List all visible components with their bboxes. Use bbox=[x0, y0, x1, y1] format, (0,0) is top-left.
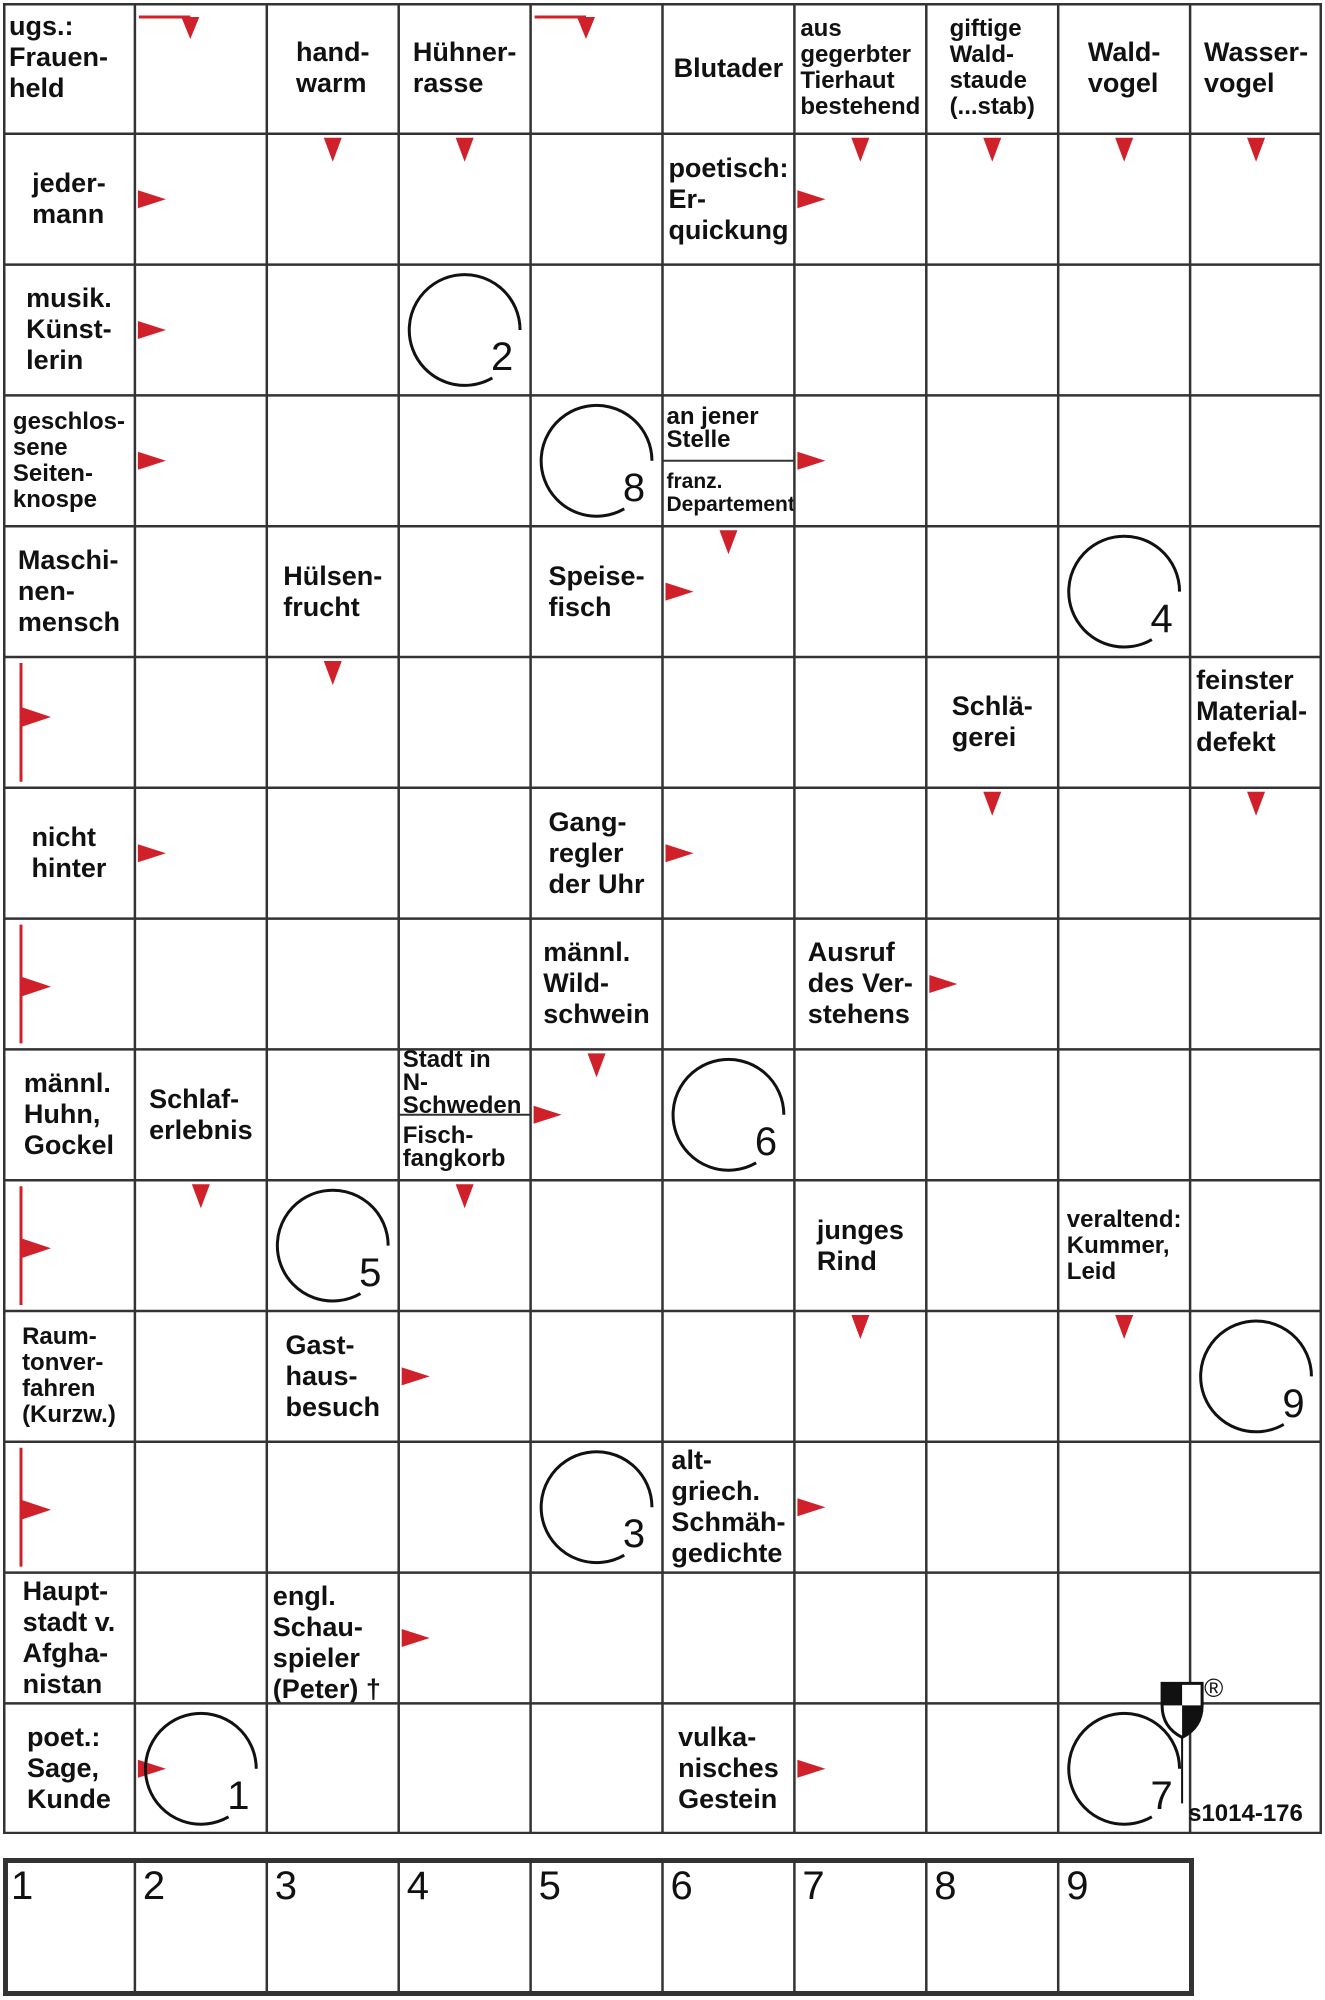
arrow-down-icon bbox=[851, 1315, 869, 1339]
crossword-grid bbox=[3, 3, 1322, 1834]
solution-row bbox=[3, 1858, 1194, 1996]
clue-cell: Schlaf- erlebnis bbox=[149, 1083, 253, 1145]
arrow-corner-icon bbox=[577, 17, 595, 39]
arrow-corner-icon bbox=[21, 1500, 51, 1520]
solution-number: 3 bbox=[622, 1512, 646, 1557]
arrow-right-icon bbox=[138, 1760, 166, 1778]
arrow-corner-icon bbox=[21, 707, 51, 727]
arrow-right-icon bbox=[138, 844, 166, 862]
clue-cell: Blutader bbox=[673, 52, 784, 83]
solution-box[interactable]: 4 bbox=[406, 1864, 429, 1908]
arrow-down-icon bbox=[1247, 138, 1265, 162]
clue-cell: franz. Departement bbox=[666, 470, 795, 517]
clue-cell: musik. Künst- lerin bbox=[26, 283, 112, 376]
solution-box[interactable]: 6 bbox=[670, 1864, 693, 1908]
arrow-right-icon bbox=[797, 190, 825, 208]
clue-cell: Speise- fisch bbox=[548, 560, 645, 622]
clue-cell: männl. Huhn, Gockel bbox=[23, 1068, 114, 1161]
clue-cell: männl. Wild- schwein bbox=[543, 937, 650, 1030]
solution-box[interactable]: 1 bbox=[11, 1864, 34, 1908]
clue-cell: Wald- vogel bbox=[1087, 37, 1161, 99]
clue-cell: nicht hinter bbox=[31, 822, 107, 884]
solution-row-svg bbox=[3, 1858, 1194, 1996]
arrow-right-icon bbox=[797, 452, 825, 470]
solution-number: 6 bbox=[754, 1120, 778, 1165]
clue-cell: Schlä- gerei bbox=[951, 691, 1033, 753]
arrow-down-icon bbox=[1115, 1315, 1133, 1339]
clue-cell: Hühner- rasse bbox=[412, 37, 517, 99]
arrow-down-icon bbox=[192, 1184, 210, 1208]
grid-lines-svg bbox=[3, 3, 1322, 1834]
solution-box[interactable]: 3 bbox=[274, 1864, 298, 1908]
arrow-right-icon bbox=[929, 975, 957, 993]
arrow-right-icon bbox=[402, 1367, 430, 1385]
arrow-down-icon bbox=[324, 138, 342, 162]
clue-cell: vulka- nisches Gestein bbox=[678, 1722, 779, 1815]
arrow-down-icon bbox=[456, 1184, 474, 1208]
solution-box[interactable]: 9 bbox=[1066, 1864, 1089, 1908]
clue-cell: poetisch: Er- quickung bbox=[668, 152, 789, 245]
clue-cell: Gang- regler der Uhr bbox=[548, 806, 645, 899]
arrow-down-icon bbox=[983, 138, 1001, 162]
clue-cell: Maschi- nen- mensch bbox=[17, 545, 120, 638]
registered-mark: ® bbox=[1204, 1673, 1224, 1704]
solution-number: 5 bbox=[359, 1250, 382, 1295]
publisher-code: s1014-176 bbox=[1188, 1800, 1303, 1828]
arrow-right-icon bbox=[534, 1106, 562, 1124]
solution-number: 4 bbox=[1150, 596, 1173, 641]
arrow-down-icon bbox=[456, 138, 474, 162]
solution-box[interactable]: 5 bbox=[538, 1864, 561, 1908]
clue-cell: geschlos- sene Seiten- knospe bbox=[12, 407, 125, 513]
clue-cell: veraltend: Kummer, Leid bbox=[1066, 1205, 1182, 1285]
clue-cell: alt- griech. Schmäh- gedichte bbox=[671, 1445, 786, 1569]
arrow-corner-icon bbox=[181, 17, 199, 39]
clue-cell: Ausruf des Ver- stehens bbox=[807, 937, 913, 1030]
arrow-down-icon bbox=[588, 1053, 606, 1077]
clue-cell: engl. Schau- spieler (Peter) † bbox=[272, 1580, 381, 1704]
clue-cell: Hülsen- frucht bbox=[283, 560, 383, 622]
arrow-right-icon bbox=[666, 583, 694, 601]
clue-cell: feinster Material- defekt bbox=[1196, 665, 1308, 757]
arrow-right-icon bbox=[402, 1629, 430, 1647]
arrow-corner-icon bbox=[21, 977, 51, 997]
arrow-right-icon bbox=[138, 321, 166, 339]
clue-cell: Gast- haus- besuch bbox=[285, 1329, 380, 1422]
arrow-right-icon bbox=[797, 1498, 825, 1516]
solution-box[interactable]: 8 bbox=[934, 1864, 957, 1908]
arrow-down-icon bbox=[851, 138, 869, 162]
solution-border bbox=[6, 1861, 1192, 1994]
solution-number: 8 bbox=[622, 466, 646, 511]
clue-cell: Fisch- fangkorb bbox=[402, 1122, 506, 1173]
clue-cell: an jener Stelle bbox=[666, 403, 759, 454]
solution-number: 9 bbox=[1282, 1381, 1305, 1426]
clue-cell: ugs.: Frauen- held bbox=[9, 11, 109, 103]
clue-cell: aus gegerbter Tierhaut bestehend bbox=[800, 15, 921, 121]
arrow-down-icon bbox=[324, 661, 342, 685]
clue-cell: junges Rind bbox=[816, 1214, 904, 1276]
clue-cell: Stadt in N-Schweden bbox=[402, 1045, 522, 1119]
arrow-corner-icon bbox=[21, 1238, 51, 1258]
solution-box[interactable]: 7 bbox=[802, 1864, 825, 1908]
solution-number: 7 bbox=[1150, 1774, 1173, 1819]
arrow-right-icon bbox=[138, 190, 166, 208]
publisher-logo-icon bbox=[1162, 1683, 1182, 1705]
solution-number: 1 bbox=[227, 1774, 250, 1819]
clue-cell: Raum- tonver- fahren (Kurzw.) bbox=[22, 1323, 116, 1429]
arrow-down-icon bbox=[1115, 138, 1133, 162]
solution-number: 2 bbox=[491, 335, 514, 380]
clue-cell: poet.: Sage, Kunde bbox=[26, 1722, 111, 1815]
arrow-right-icon bbox=[797, 1760, 825, 1778]
clue-cell: hand- warm bbox=[295, 37, 370, 99]
arrow-down-icon bbox=[983, 792, 1001, 816]
clue-cell: Haupt- stadt v. Afgha- nistan bbox=[22, 1575, 116, 1699]
clue-cell: jeder- mann bbox=[32, 168, 106, 230]
solution-box[interactable]: 2 bbox=[142, 1864, 166, 1908]
arrow-right-icon bbox=[138, 452, 166, 470]
clue-cell: Wasser- vogel bbox=[1204, 37, 1309, 99]
arrow-down-icon bbox=[719, 530, 737, 554]
clue-cell: giftige Wald- staude (...stab) bbox=[949, 15, 1035, 121]
arrow-right-icon bbox=[666, 844, 694, 862]
arrow-down-icon bbox=[1247, 792, 1265, 816]
